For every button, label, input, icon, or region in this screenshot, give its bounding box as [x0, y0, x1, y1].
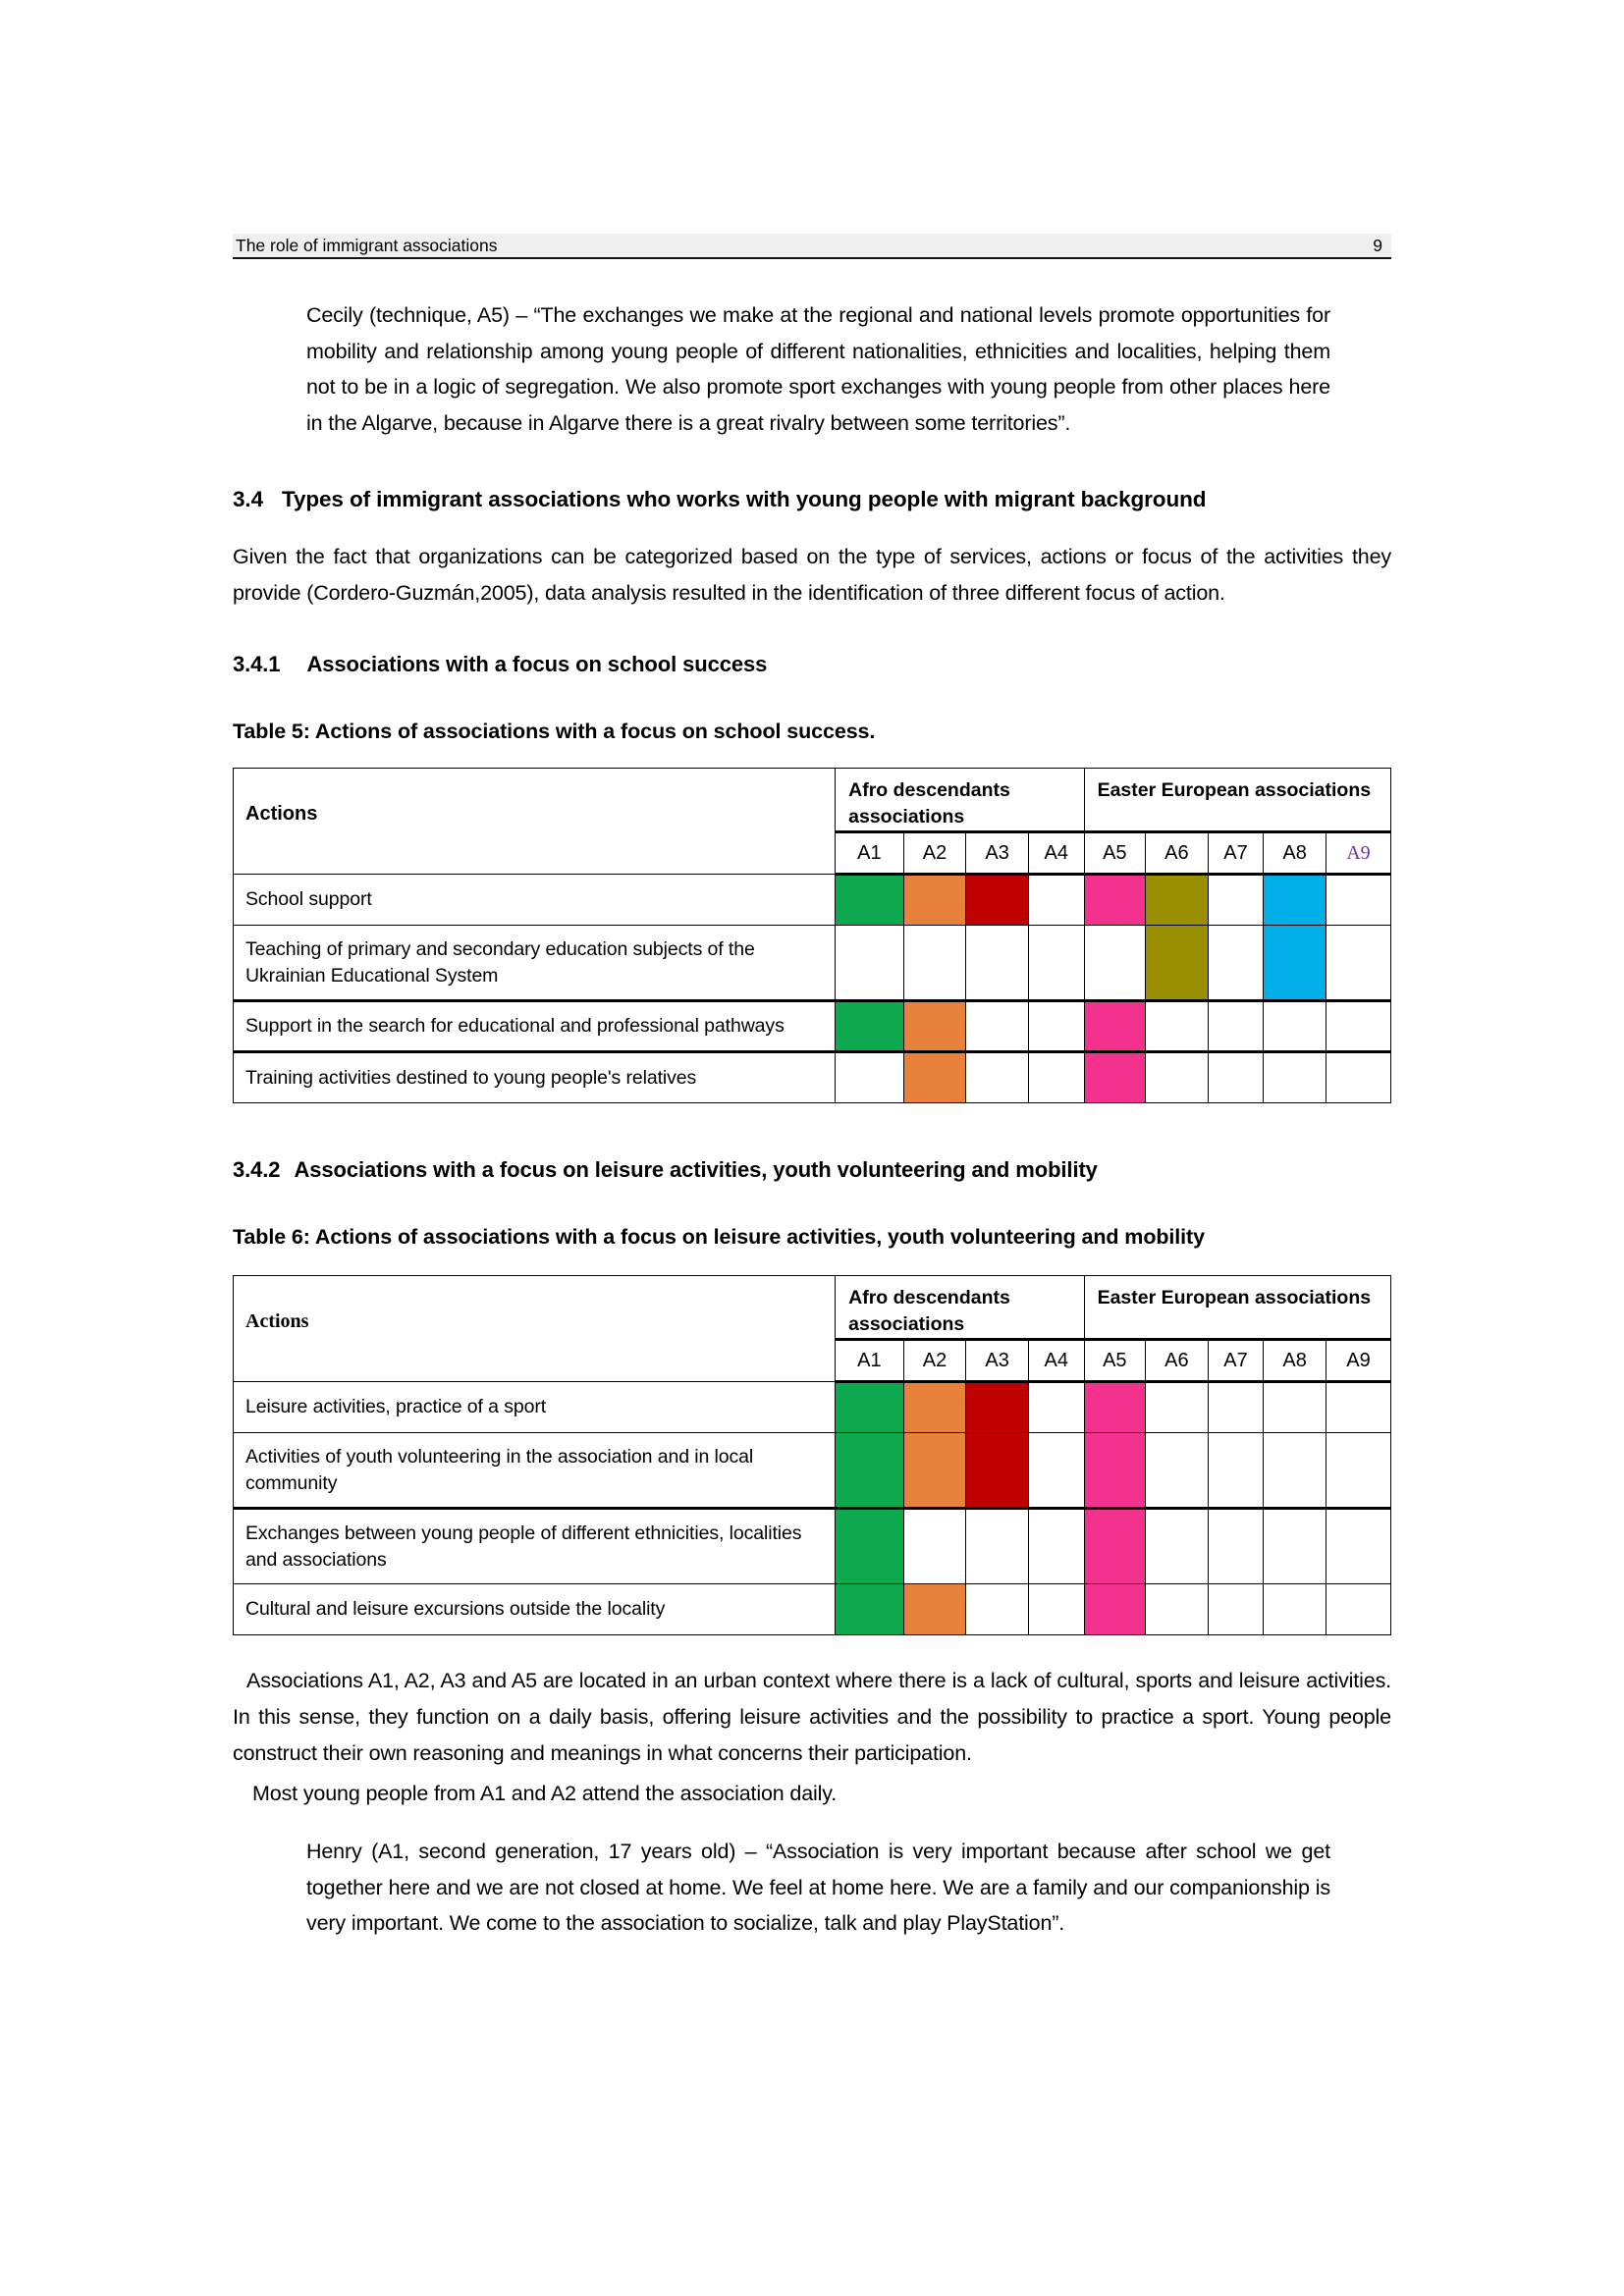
- matrix-cell: [1028, 926, 1084, 1001]
- section-title: Types of immigrant associations who works with young people with migrant background: [281, 487, 1207, 511]
- table-row: [234, 1382, 1391, 1433]
- matrix-cell: [1326, 1001, 1390, 1052]
- column-header-cell: A5: [1084, 1340, 1145, 1382]
- matrix-cell: [1028, 1509, 1084, 1584]
- page-header: [233, 234, 1391, 259]
- matrix-cell: [1084, 1052, 1145, 1103]
- table6-container: [233, 1275, 1391, 1635]
- matrix-cell: [1146, 1382, 1209, 1433]
- section-heading-3-4-1: [233, 652, 1391, 677]
- matrix-cell: [1208, 926, 1264, 1001]
- actions-header-cell: Actions: [234, 1276, 836, 1382]
- matrix-cell: [966, 1052, 1029, 1103]
- matrix-cell: [1208, 1584, 1264, 1635]
- matrix-cell: [903, 1584, 966, 1635]
- matrix-cell: [1028, 875, 1084, 926]
- group-header-cell: Easter European associations: [1084, 769, 1390, 832]
- matrix-cell: [1084, 1433, 1145, 1509]
- table-header-group-row: [234, 1276, 1391, 1340]
- matrix-cell: [966, 1509, 1029, 1584]
- section-heading-3-4: [233, 487, 1391, 512]
- column-header-cell: A6: [1146, 1340, 1209, 1382]
- table-row: [234, 1584, 1391, 1635]
- matrix-cell: [836, 926, 904, 1001]
- matrix-cell: [1028, 1382, 1084, 1433]
- matrix-cell: [1146, 1433, 1209, 1509]
- matrix-cell: [1208, 1052, 1264, 1103]
- actions-header-cell: Actions: [234, 769, 836, 875]
- table-row: [234, 926, 1391, 1001]
- group-header-cell: Easter European associations: [1084, 1276, 1390, 1340]
- matrix-cell: [1084, 1584, 1145, 1635]
- matrix-cell: [1326, 1052, 1390, 1103]
- matrix-cell: [1326, 1584, 1390, 1635]
- matrix-cell: [966, 875, 1029, 926]
- matrix-cell: [966, 1584, 1029, 1635]
- column-header-cell: A9: [1326, 1340, 1390, 1382]
- matrix-cell: [1146, 1509, 1209, 1584]
- matrix-cell: [1264, 1433, 1326, 1509]
- matrix-cell: [1084, 1001, 1145, 1052]
- section-heading-3-4-2: [233, 1157, 1391, 1183]
- matrix-cell: [1264, 926, 1326, 1001]
- column-header-cell: A2: [903, 1340, 966, 1382]
- matrix-cell: [1028, 1433, 1084, 1509]
- table-row: [234, 875, 1391, 926]
- column-header-cell: A7: [1208, 1340, 1264, 1382]
- table5-container: [233, 768, 1391, 1103]
- table-row: [234, 1433, 1391, 1509]
- row-label-cell: Cultural and leisure excursions outside the locality: [234, 1584, 836, 1635]
- matrix-cell: [1028, 1584, 1084, 1635]
- row-label-cell: Training activities destined to young people's relatives: [234, 1052, 836, 1103]
- matrix-cell: [1146, 1584, 1209, 1635]
- matrix-cell: [1146, 1052, 1209, 1103]
- column-header-cell: A2: [903, 832, 966, 875]
- section-title: Associations with a focus on school success: [306, 652, 768, 676]
- page-content: [233, 297, 1391, 1942]
- matrix-cell: [836, 1584, 904, 1635]
- matrix-cell: [903, 875, 966, 926]
- matrix-cell: [1028, 1052, 1084, 1103]
- group-header-cell: Afro descendants associations: [836, 769, 1084, 832]
- matrix-cell: [903, 1509, 966, 1584]
- table-5-school-success: [233, 768, 1391, 1103]
- row-label-cell: Teaching of primary and secondary education subjects of the Ukrainian Educational System: [234, 926, 836, 1001]
- matrix-cell: [1264, 1052, 1326, 1103]
- matrix-cell: [966, 926, 1029, 1001]
- matrix-cell: [903, 1382, 966, 1433]
- matrix-cell: [966, 1001, 1029, 1052]
- table-row: [234, 1509, 1391, 1584]
- matrix-cell: [903, 1052, 966, 1103]
- matrix-cell: [1264, 1382, 1326, 1433]
- matrix-cell: [966, 1382, 1029, 1433]
- row-label-cell: Support in the search for educational and professional pathways: [234, 1001, 836, 1052]
- table-6-leisure-volunteering-mobility: [233, 1275, 1391, 1635]
- column-header-cell: A8: [1264, 1340, 1326, 1382]
- table-row: [234, 1052, 1391, 1103]
- table-row: [234, 1001, 1391, 1052]
- section-number: 3.4.2: [233, 1157, 281, 1182]
- matrix-cell: [1146, 926, 1209, 1001]
- matrix-cell: [1208, 1382, 1264, 1433]
- matrix-cell: [1326, 1433, 1390, 1509]
- column-header-cell: A3: [966, 1340, 1029, 1382]
- quote-henry: Henry (A1, second generation, 17 years old) – “Association is very important because after school we get together here and we are not closed at home. We feel at home here. We are a family and our companionship is very important. We come to the association to socialize, talk and play PlayStation”.: [306, 1840, 1330, 1935]
- matrix-cell: [836, 1001, 904, 1052]
- section-title: Associations with a focus on leisure activities, youth volunteering and mobility: [294, 1157, 1098, 1182]
- table6-caption: Table 6: Actions of associations with a focus on leisure activities, youth volunteering and mobility: [233, 1225, 1205, 1249]
- column-header-cell: A8: [1264, 832, 1326, 875]
- paragraph-daily: Most young people from A1 and A2 attend the association daily.: [252, 1782, 838, 1805]
- table5-caption: Table 5: Actions of associations with a focus on school success.: [233, 720, 876, 743]
- quote-cecily: Cecily (technique, A5) – “The exchanges we make at the regional and national levels promote opportunities for mobility and relationship among young people of different nationalities, ethnicities and localities, helping them not to be in a logic of segregation. We also promote sport exchanges with young people from other places here in the Algarve, because in Algarve there is a great rivalry between some territories”.: [306, 303, 1330, 435]
- matrix-cell: [1264, 875, 1326, 926]
- column-header-cell: A9: [1326, 832, 1390, 875]
- column-header-cell: A5: [1084, 832, 1145, 875]
- matrix-cell: [836, 1052, 904, 1103]
- section-number: 3.4: [233, 487, 263, 511]
- column-header-cell: A4: [1028, 832, 1084, 875]
- matrix-cell: [1084, 1509, 1145, 1584]
- matrix-cell: [903, 926, 966, 1001]
- matrix-cell: [836, 1433, 904, 1509]
- section-number: 3.4.1: [233, 652, 281, 676]
- matrix-cell: [966, 1433, 1029, 1509]
- page-number: 9: [1373, 235, 1382, 255]
- column-header-cell: A1: [836, 1340, 904, 1382]
- matrix-cell: [836, 875, 904, 926]
- matrix-cell: [836, 1382, 904, 1433]
- matrix-cell: [1326, 1382, 1390, 1433]
- matrix-cell: [1208, 1433, 1264, 1509]
- matrix-cell: [903, 1001, 966, 1052]
- matrix-cell: [1084, 875, 1145, 926]
- matrix-cell: [1264, 1584, 1326, 1635]
- matrix-cell: [1326, 1509, 1390, 1584]
- group-header-cell: Afro descendants associations: [836, 1276, 1084, 1340]
- matrix-cell: [836, 1509, 904, 1584]
- running-title: The role of immigrant associations: [236, 235, 498, 255]
- row-label-cell: Leisure activities, practice of a sport: [234, 1382, 836, 1433]
- table-header-group-row: [234, 769, 1391, 832]
- column-header-cell: A7: [1208, 832, 1264, 875]
- matrix-cell: [1208, 875, 1264, 926]
- matrix-cell: [1264, 1509, 1326, 1584]
- matrix-cell: [1326, 875, 1390, 926]
- matrix-cell: [903, 1433, 966, 1509]
- row-label-cell: Activities of youth volunteering in the association and in local community: [234, 1433, 836, 1509]
- column-header-cell: A1: [836, 832, 904, 875]
- matrix-cell: [1028, 1001, 1084, 1052]
- matrix-cell: [1208, 1509, 1264, 1584]
- matrix-cell: [1146, 875, 1209, 926]
- matrix-cell: [1084, 926, 1145, 1001]
- matrix-cell: [1146, 1001, 1209, 1052]
- paragraph-intro: Given the fact that organizations can be categorized based on the type of services, actions or focus of the activities they provide (Cordero-Guzmán,2005), data analysis resulted in the identification of three different focus of action.: [233, 545, 1391, 605]
- row-label-cell: School support: [234, 875, 836, 926]
- matrix-cell: [1084, 1382, 1145, 1433]
- column-header-cell: A3: [966, 832, 1029, 875]
- column-header-cell: A6: [1146, 832, 1209, 875]
- matrix-cell: [1264, 1001, 1326, 1052]
- matrix-cell: [1208, 1001, 1264, 1052]
- paragraph-urban: Associations A1, A2, A3 and A5 are located in an urban context where there is a lack of cultural, sports and leisure activities. In this sense, they function on a daily basis, offering leisure activities and the possibility to practice a sport. Young people construct their own reasoning and meanings in what concerns their participation.: [233, 1669, 1391, 1765]
- matrix-cell: [1326, 926, 1390, 1001]
- row-label-cell: Exchanges between young people of different ethnicities, localities and associations: [234, 1509, 836, 1584]
- column-header-cell: A4: [1028, 1340, 1084, 1382]
